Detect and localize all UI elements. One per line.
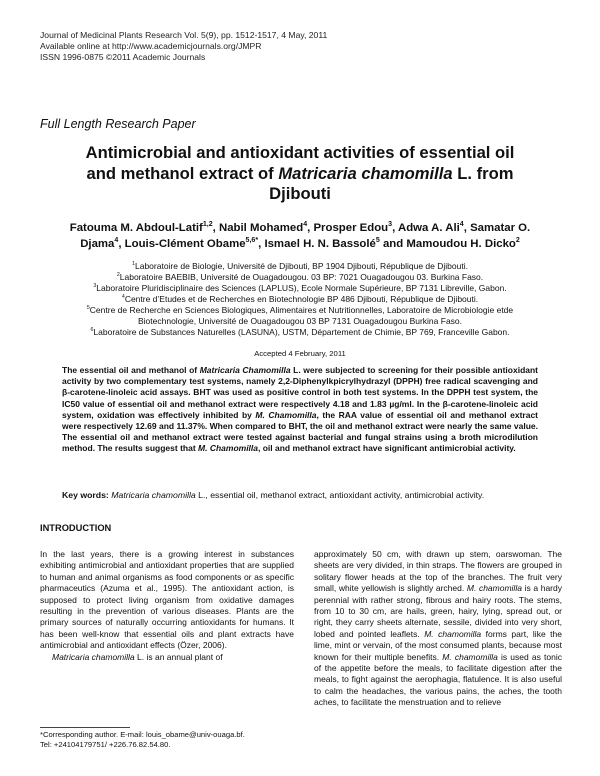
title-line-1: Antimicrobial and antioxidant activities of essential oil xyxy=(85,143,515,162)
paper-title xyxy=(40,143,560,205)
keywords-label: Key words: xyxy=(62,490,109,500)
footnote-phone: Tel: +24104179751/ +226.76.82.54.80. xyxy=(40,739,171,749)
affiliation-6: $^6$Laboratoire de Substances Naturelles (LASUNA), USTM, Département de Chimie, BP 769, Franceville Gabon. xyxy=(90,327,510,337)
paragraph: Matricaria chamomilla L. is an annual plant of xyxy=(52,651,223,662)
title-line-3: Djibouti xyxy=(269,184,331,203)
affiliation-3: $^3$Laboratoire Pluridisciplinaire des Sciences (LAPLUS), Ecole Normale Supérieure, BP 7131 Libreville, Gabon. xyxy=(93,283,507,293)
affiliation-4: $^4$Centre d’Etudes et de Recherches en Biotechnologie BP 486 Djibouti, République de Djibouti. xyxy=(121,294,479,304)
author: Louis-Clément Obame xyxy=(124,238,246,250)
author: Adwa A. Ali xyxy=(397,222,460,234)
journal-issn: ISSN 1996-0875 ©2011 Academic Journals xyxy=(40,52,206,62)
author: Mamoudou H. Dicko xyxy=(406,238,516,250)
author: Prosper Edou xyxy=(313,222,389,234)
title-line-2: and methanol extract of Matricaria chamomilla L. from xyxy=(86,163,514,183)
author: Ismael H. N. Bassolé xyxy=(264,238,376,250)
abstract: The essential oil and methanol of Matricaria Chamomilla L. were subjected to screening for their possible antioxidant activity by two complementary test systems, namely 2,2-Diphenylkpicrylhydrazyl (DPPH) free radical scavenging and β-carotene-linoleic acid assays. BHT was used as positive control in both test systems. In the DPPH test system, the IC50 value of essential oil and methanol extract were respectively 4.18 and 1.83 µg/ml. In the β-carotene-linoleic acid system, oxidation was effectively inhibited by M. Chamomilla, the RAA value of essential oil and methanol extract were respectively 12.69 and 11.37%. When compared to BHT, the oil and methanol extract were nearly the same value. The essential oil and methanol extract were tested against bacterial and fungal strains using a broth microdilution method. The results suggest that M. Chamomilla, oil and methanol extract have significant antimicrobial activity. xyxy=(62,365,539,454)
section-heading-introduction: INTRODUCTION xyxy=(40,523,112,533)
author: Fatouma M. Abdoul-Latif xyxy=(69,222,203,234)
intro-left-column xyxy=(40,549,294,663)
affiliation-5: $^5$Centre de Recherche en Sciences Biologiques, Alimentaires et Nutritionnelles, Laboratoire de Microbiologie etde xyxy=(86,305,514,315)
accepted-date: Accepted 4 February, 2011 xyxy=(254,349,346,358)
footnote-divider xyxy=(40,727,130,728)
footnote-email[interactable]: *Corresponding author. E-mail: louis_obame@univ-ouaga.bf. xyxy=(40,730,245,739)
keywords: Key words: Matricaria chamomilla L., essential oil, methanol extract, antioxidant activity, antimicrobial activity. xyxy=(62,490,485,500)
corresponding-mark: * xyxy=(255,237,259,245)
intro-right-column: approximately 50 cm, with drawn up stem, oarswoman. The sheets are very divided, in thin straps. The flowers are grouped in solitary flower heads at the top of the branches. The fruit very small, white yellowish is slightly arched. M. chamomilla is a hardy perennial with rather strong, fibrous and hairy roots. The stems, from 10 to 30 cm, are hails, green, hairy, lying, spread out, or right, they carry sheets alternate, sessile, divided into very short, lobed and pointed leaflets. M. chamomilla forms part, like the lime, mint or vervain, of the most consumed plants, because most known for their multiple benefits. M. chamomilla is used as tonic of the appetite before the meals, to facilitate digestion after the meals, to fight against the aerophagia, flatulence. It is also useful to calm the headaches, the various pains, the aches, the tooth aches, to facilitate the menstruation and to relieve xyxy=(314,549,562,708)
journal-header xyxy=(40,30,327,63)
author-list: Fatouma M. Abdoul-Latif$^{1,2}$, Nabil Mohamed$^4$, Prosper Edou$^3$, Adwa A. Ali$^4$, Samatar O. Djama$^4$, Louis-Clément Obame$^{5,6*}$, Ismael H. N. Bassolé$^5$ and Mamoudou H. Dicko$^2$ xyxy=(69,221,531,250)
journal-url[interactable]: Available online at http://www.academicjournals.org/JMPR xyxy=(40,41,262,51)
affiliation-5-cont: Biotechnologie, Université de Ouagadougou 03 BP 7131 Ouagadougou Burkina Faso. xyxy=(137,316,463,326)
paragraph: In the last years, there is a growing interest in substances exhibiting antimicrobial and antioxidant properties that are supplied to human and animal organisms as food components or as specific pharmaceutics (Azuma et al., 1995). The antioxidant action, is supposed to protect living organism from oxidative damages resulting in the prevention of various diseases. Plants are the primary sources of naturally occurring antioxidants for humans. It has been well-know that essential oils and plant extracts have antimicrobial and antioxidant effects (Özer, 2006). xyxy=(40,549,294,651)
author: Nabil Mohamed xyxy=(219,222,304,234)
journal-citation: Journal of Medicinal Plants Research Vol. 5(9), pp. 1512-1517, 4 May, 2011 xyxy=(40,30,328,40)
author: Samatar O. Djama xyxy=(80,222,531,250)
affiliation-2: $^2$Laboratoire BAEBIB, Université de Ouagadougou. 03 BP: 7021 Ouagadougou 03. Burkina Faso. xyxy=(116,272,484,282)
affiliations xyxy=(52,261,548,338)
title-species: Matricaria chamomilla xyxy=(278,163,453,183)
corresponding-author-footnote xyxy=(40,730,296,749)
affiliation-1: $^1$Laboratoire de Biologie, Université de Djibouti, BP 1904 Djibouti, République de Djibouti. xyxy=(132,261,468,271)
paper-type: Full Length Research Paper xyxy=(40,117,196,131)
